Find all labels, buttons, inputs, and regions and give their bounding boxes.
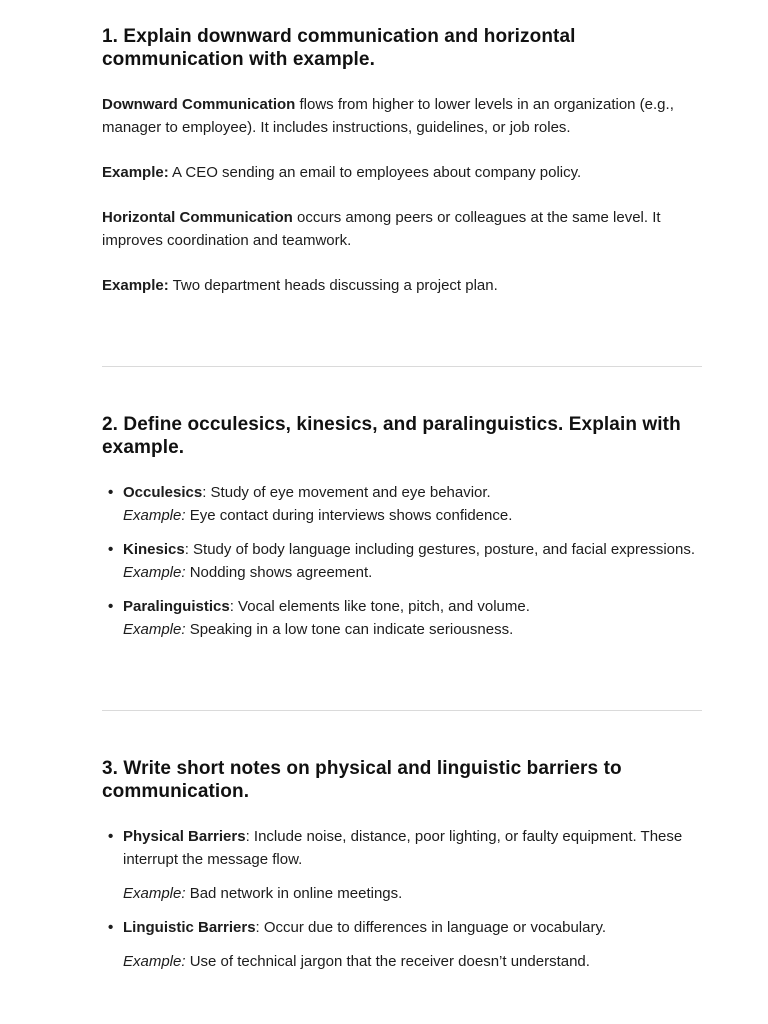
downward-term: Downward Communication <box>102 96 296 113</box>
item-text: : Vocal elements like tone, pitch, and volume. <box>229 598 530 615</box>
horizontal-paragraph <box>102 206 702 252</box>
example-label: Example: <box>123 507 186 524</box>
item-term: Kinesics <box>123 541 185 558</box>
question-3-title: 3. Write short notes on physical and linguistic barriers to communication. <box>102 758 622 802</box>
item-text: : Study of eye movement and eye behavior. <box>202 484 491 501</box>
item-text: : Include noise, distance, poor lighting, or faulty equipment. These interrupt the message flow. <box>123 828 683 868</box>
example-text: Bad network in online meetings. <box>185 885 403 902</box>
item-text: : Study of body language including gestures, posture, and facial expressions. <box>184 541 696 558</box>
example-line <box>123 950 702 973</box>
example-label: Example: <box>123 564 186 581</box>
item-term: Paralinguistics <box>123 598 230 615</box>
bullet-icon: • <box>108 919 114 936</box>
example-text: Use of technical jargon that the receiver doesn’t understand. <box>185 953 590 970</box>
example-label: Example: <box>123 621 186 638</box>
section-divider <box>102 710 702 711</box>
question-1-title: 1. Explain downward communication and horizontal communication with example. <box>102 26 576 70</box>
downward-paragraph <box>102 93 702 139</box>
question-2-list <box>102 481 702 641</box>
item-term: Linguistic Barriers <box>123 919 256 936</box>
list-item-linguistic-barriers <box>102 916 702 973</box>
horizontal-term: Horizontal Communication <box>102 209 293 226</box>
list-item-physical-barriers <box>102 825 702 905</box>
bullet-icon: • <box>108 828 114 845</box>
list-item-occulesics <box>102 481 702 527</box>
item-text: : Occur due to differences in language or vocabulary. <box>255 919 607 936</box>
example-text: Speaking in a low tone can indicate seriousness. <box>185 621 514 638</box>
bullet-icon: • <box>108 598 114 615</box>
downward-text: flows from higher to lower levels in an organization (e.g., manager to employee). It includes instructions, guidelines, or job roles. <box>102 96 674 136</box>
horizontal-example <box>102 274 702 297</box>
example-line <box>123 882 702 905</box>
question-1 <box>102 25 702 297</box>
bullet-icon: • <box>108 541 114 558</box>
section-divider <box>102 366 702 367</box>
example-text: A CEO sending an email to employees about company policy. <box>168 164 582 181</box>
question-2-title: 2. Define occulesics, kinesics, and paralinguistics. Explain with example. <box>102 414 681 458</box>
question-2 <box>102 413 702 641</box>
list-item-paralinguistics <box>102 595 702 641</box>
question-3-list <box>102 825 702 973</box>
example-text: Nodding shows agreement. <box>185 564 373 581</box>
question-3 <box>102 757 702 973</box>
list-item-kinesics <box>102 538 702 584</box>
example-label: Example: <box>123 953 186 970</box>
horizontal-text: occurs among peers or colleagues at the same level. It improves coordination and teamwork. <box>102 209 661 249</box>
example-label: Example: <box>123 885 186 902</box>
item-term: Physical Barriers <box>123 828 246 845</box>
example-label: Example: <box>102 277 169 294</box>
downward-example <box>102 161 702 184</box>
item-term: Occulesics <box>123 484 203 501</box>
example-label: Example: <box>102 164 169 181</box>
example-text: Two department heads discussing a project plan. <box>168 277 498 294</box>
bullet-icon: • <box>108 484 114 501</box>
example-text: Eye contact during interviews shows confidence. <box>185 507 513 524</box>
